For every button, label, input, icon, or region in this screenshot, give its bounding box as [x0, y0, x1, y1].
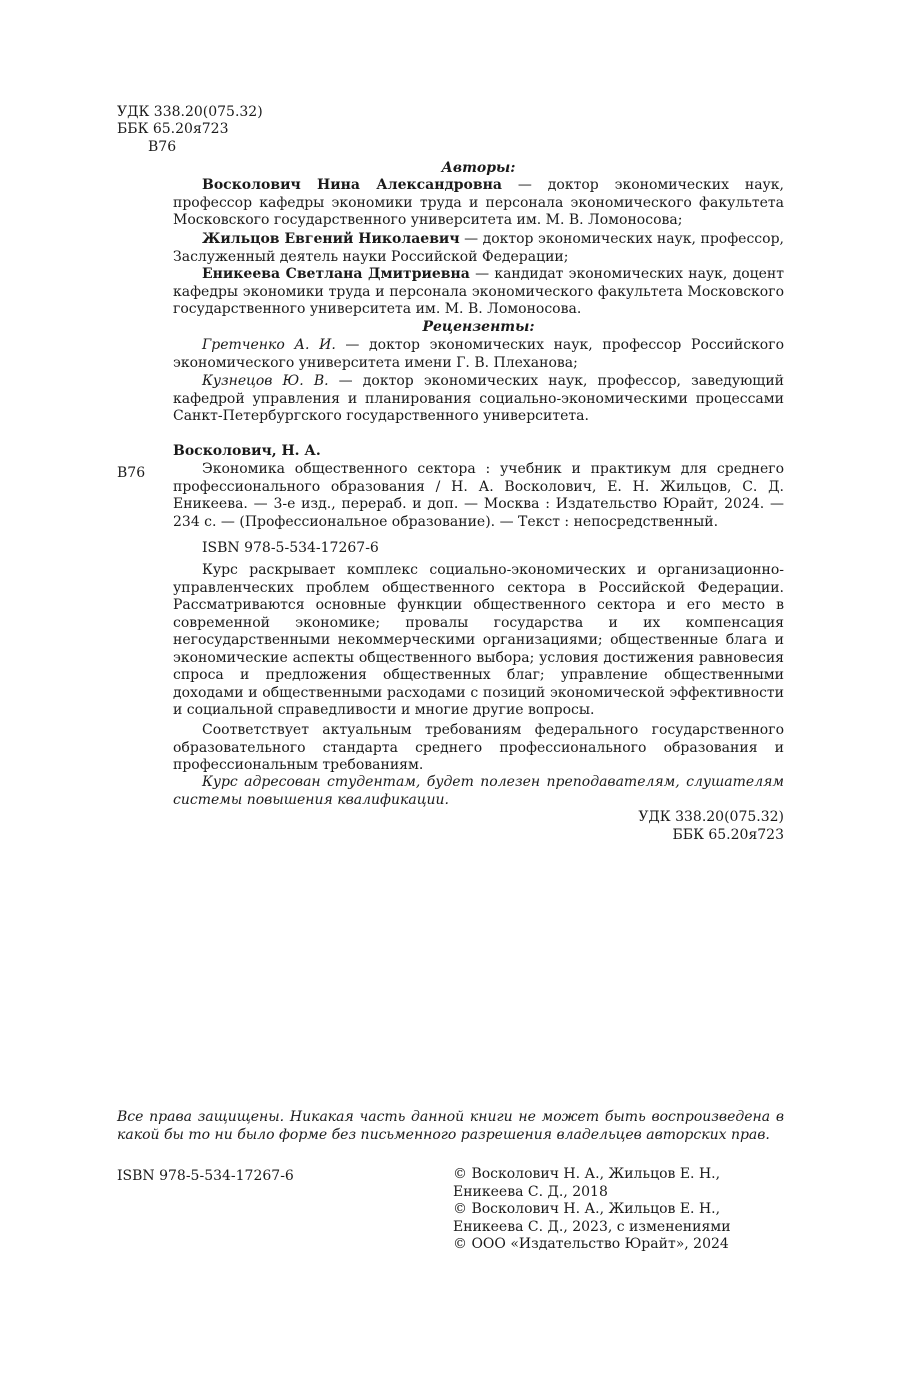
udk-code-bottom: УДК 338.20(075.32) [638, 809, 784, 825]
author-name: Жильцов Евгений Николаевич [202, 231, 460, 247]
abstract-paragraph-1: Курс раскрывает комплекс социально-экономических и организационно-управленческих проблем общественного сектора в Российской Федерации. Рассматриваются основные функции общественного сектора и его место в современной экономике; провалы государства и их компенсация негосударственными некоммерческими организациями; общественные блага и экономические аспекты общественного выбора; условия достижения равновесия спроса и предложения общественных благ; управление общественными доходами и общественными расходами с позиций экономической эффективности и социальной справедливости и многие другие вопросы. [173, 562, 784, 718]
reviewer-entry [173, 373, 784, 426]
udk-code: УДК 338.20(075.32) [117, 104, 263, 120]
abstract-paragraph-3: Курс адресован студентам, будет полезен преподавателям, слушателям системы повышения квалификации. [173, 774, 784, 808]
bibliographic-description: Экономика общественного сектора : учебник и практикум для среднего профессионального образования / Н. А. Восколович, Е. Н. Жильцов, С. Д. Еникеева. — 3-е изд., перераб. и доп. — Москва : Издательство Юрайт, 2024. — 234 с. — (Профессиональное образование). — Текст : непосредственный. [173, 461, 784, 530]
reviewer-name: Кузнецов Ю. В. [202, 373, 329, 389]
author-name: Еникеева Светлана Дмитриевна [202, 266, 470, 282]
author-entry [173, 266, 784, 319]
record-isbn: ISBN 978-5-534-17267-6 [202, 540, 379, 556]
bbk-code-bottom: ББК 65.20я723 [672, 827, 784, 843]
copyright-line: Еникеева С. Д., 2023, с изменениями [453, 1218, 731, 1235]
rights-notice: Все права защищены. Никакая часть данной книги не может быть воспроизведена в какой бы то ни было форме без письменного разрешения владельцев авторских прав. [117, 1109, 784, 1143]
footer-isbn: ISBN 978-5-534-17267-6 [117, 1168, 294, 1184]
reviewer-description: — доктор экономических наук, профессор, заведующий кафедрой управления и планирования социально-экономическими процессами Санкт-Петербургского государственного университета. [173, 373, 784, 424]
author-mark: В76 [148, 139, 177, 155]
reviewers-heading: Рецензенты: [422, 319, 535, 335]
record-mark: В76 [117, 465, 146, 481]
reviewer-entry [173, 337, 784, 372]
reviewer-description: — доктор экономических наук, профессор Российского экономического университета имени Г. В. Плеханова; [173, 337, 784, 371]
author-entry [173, 177, 784, 230]
author-name: Восколович Нина Александровна [202, 177, 502, 193]
main-author-heading: Восколович, Н. А. [173, 443, 321, 459]
authors-heading: Авторы: [441, 160, 516, 176]
author-description: — кандидат экономических наук, доцент кафедры экономики труда и персонала экономического факультета Московского государственного университета им. М. В. Ломоносова. [173, 266, 785, 317]
copyright-line: © ООО «Издательство Юрайт», 2024 [453, 1236, 729, 1252]
bbk-code: ББК 65.20я723 [117, 121, 229, 137]
copyright-line: Еникеева С. Д., 2018 [453, 1183, 608, 1200]
author-description: — доктор экономических наук, профессор, Заслуженный деятель науки Российской Федерации; [173, 231, 784, 265]
reviewer-name: Гретченко А. И. [202, 337, 336, 353]
author-entry [173, 231, 784, 266]
copyright-line: © Восколович Н. А., Жильцов Е. Н., [453, 1166, 721, 1182]
copyright-block [453, 1166, 783, 1254]
abstract-paragraph-2: Соответствует актуальным требованиям федерального государственного образовательного стандарта среднего профессионального образования и профессиональным требованиям. [173, 722, 784, 773]
author-description: — доктор экономических наук, профессор кафедры экономики труда и персонала экономического факультета Московского государственного университета им. М. В. Ломоносова; [173, 177, 784, 228]
copyright-line: © Восколович Н. А., Жильцов Е. Н., [453, 1201, 721, 1217]
